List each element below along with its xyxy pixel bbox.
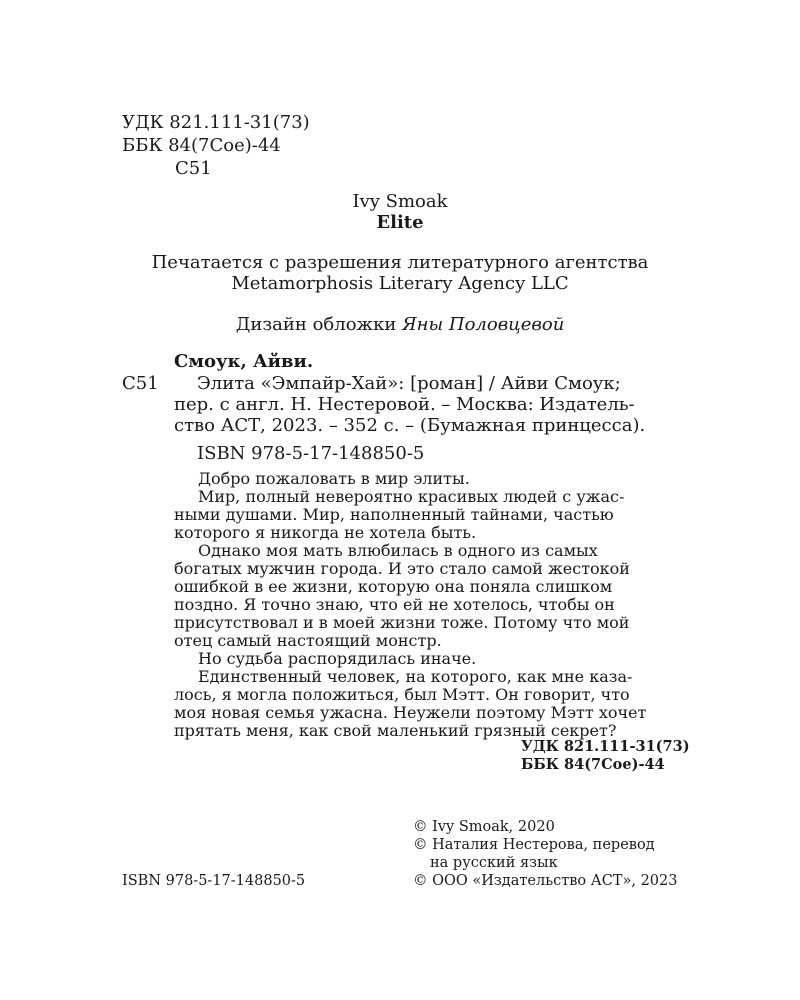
annotation-line: Единственный человек, на которого, как мне каза-	[198, 667, 633, 686]
bib-isbn: ISBN 978-5-17-148850-5	[197, 443, 425, 464]
copyright-translator-cont: на русский язык	[430, 855, 558, 871]
bottom-udk: УДК 821.111-31(73)	[521, 738, 690, 755]
copyright-translator: © Наталия Нестерова, перевод	[413, 837, 655, 853]
cover-designer: Яны Половцевой	[402, 314, 565, 335]
annotation-line: Однако моя мать влюбилась в одного из самых	[198, 541, 598, 560]
original-author: Ivy Smoak	[352, 191, 448, 212]
bib-line-1: Элита «Эмпайр-Хай»: [роман] / Айви Смоук;	[197, 373, 621, 394]
bib-line-2: пер. с англ. Н. Нестеровой. – Москва: Издатель-	[174, 394, 635, 415]
annotation	[174, 470, 646, 740]
annotation-line: Но судьба распорядилась иначе.	[198, 649, 477, 668]
annotation-line: которого я никогда не хотела быть.	[174, 523, 477, 542]
bbk-code: ББК 84(7Сое)-44	[122, 135, 281, 156]
annotation-line: ошибкой в ее жизни, которую она поняла слишком	[174, 577, 613, 596]
original-title: Elite	[376, 212, 424, 233]
annotation-line: прятать меня, как свой маленький грязный секрет?	[174, 721, 617, 740]
bib-mark: С51	[122, 373, 159, 394]
footer-isbn: ISBN 978-5-17-148850-5	[122, 873, 306, 889]
annotation-line: присутствовал и в моей жизни тоже. Потому что мой	[174, 613, 630, 632]
cover-design-prefix: Дизайн обложки	[235, 314, 397, 335]
copyright-publisher: © ООО «Издательство АСТ», 2023	[413, 873, 678, 889]
bib-line-3: ство АСТ, 2023. – 352 с. – (Бумажная принцесса).	[174, 415, 646, 436]
udk-code: УДК 821.111-31(73)	[122, 112, 310, 133]
annotation-line: Добро пожаловать в мир элиты.	[198, 469, 470, 488]
permission-line-2: Metamorphosis Literary Agency LLC	[231, 273, 569, 294]
annotation-line: ными душами. Мир, наполненный тайнами, частью	[174, 505, 614, 524]
copyright-author: © Ivy Smoak, 2020	[413, 819, 555, 835]
bib-heading: Смоук, Айви.	[174, 351, 314, 372]
bottom-bbk: ББК 84(7Сое)-44	[521, 756, 665, 773]
annotation-line: Мир, полный невероятно красивых людей с ужас-	[198, 487, 625, 506]
cover-design-credit	[0, 313, 800, 336]
annotation-line: лось, я могла положиться, был Мэтт. Он говорит, что	[174, 685, 630, 704]
permission-line-1: Печатается с разрешения литературного агентства	[151, 252, 649, 273]
annotation-line: поздно. Я точно знаю, что ей не хотелось, чтобы он	[174, 595, 615, 614]
annotation-line: богатых мужчин города. И это стало самой жестокой	[174, 559, 630, 578]
annotation-line: отец самый настоящий монстр.	[174, 631, 442, 650]
author-mark: С51	[175, 158, 212, 179]
annotation-line: моя новая семья ужасна. Неужели поэтому Мэтт хочет	[174, 703, 647, 722]
